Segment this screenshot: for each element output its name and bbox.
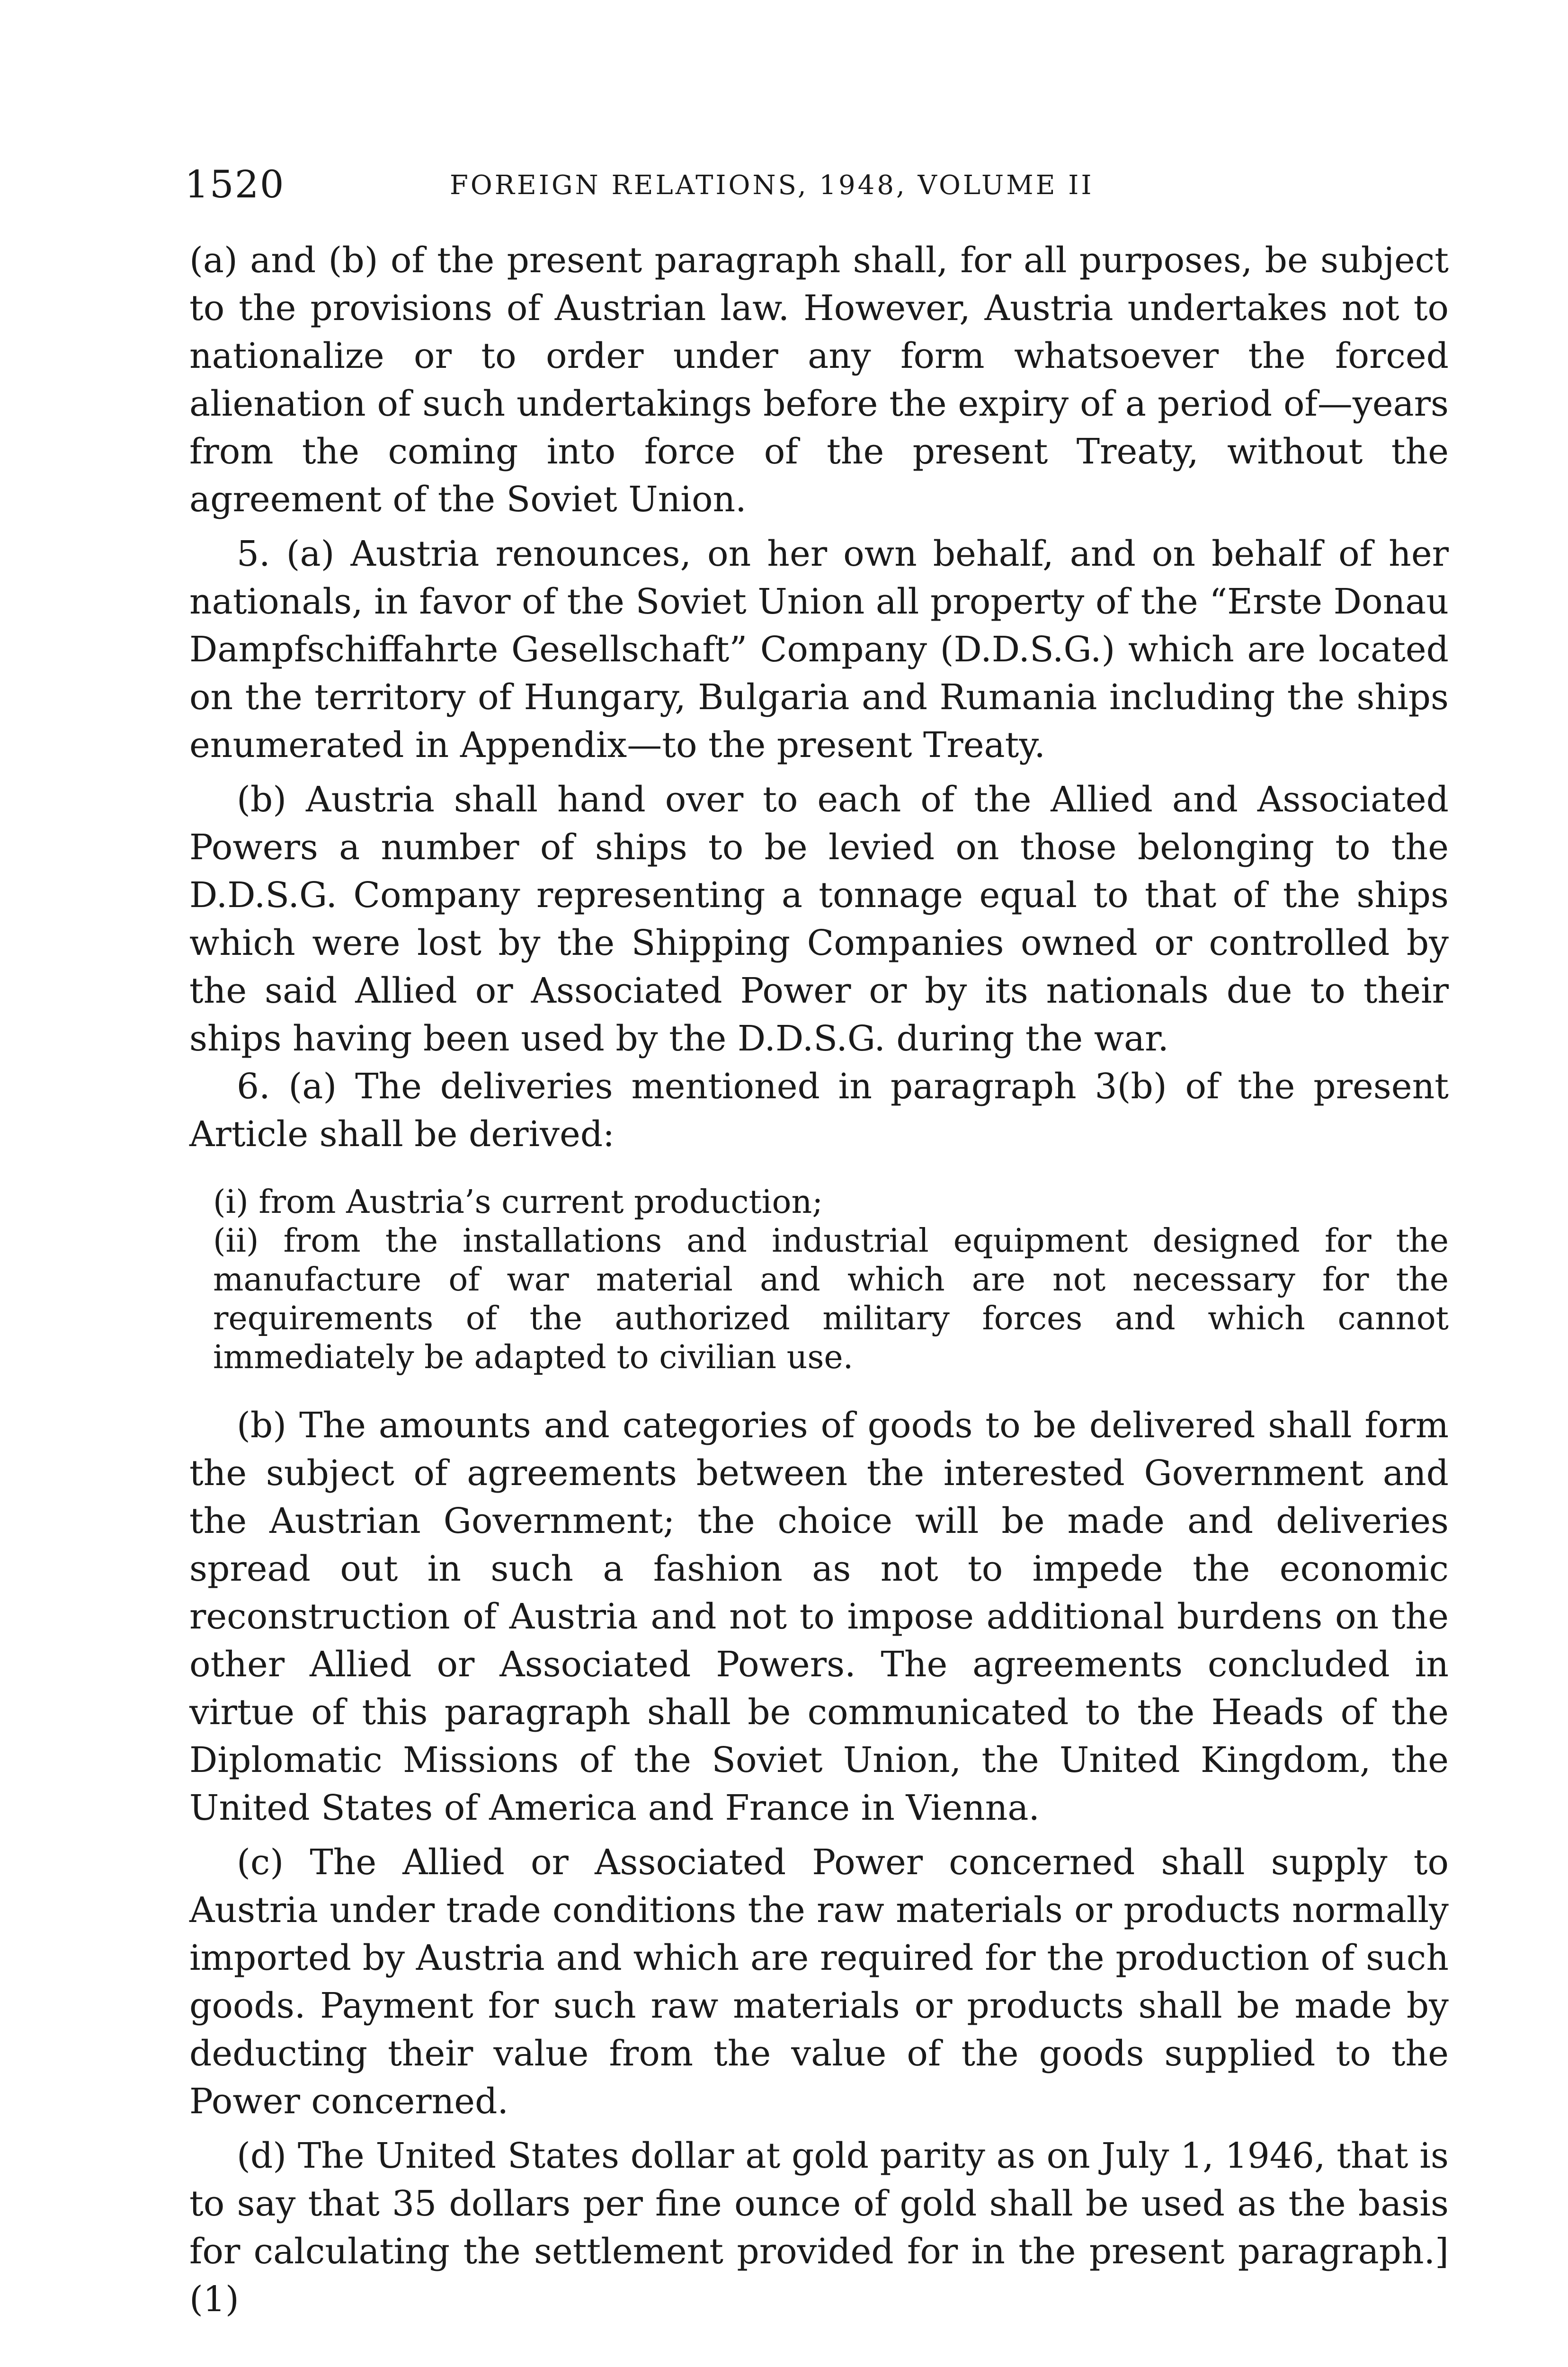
paragraph-5b: (b) Austria shall hand over to each of the Allied and Associated Powers a number of ships to be levied on those belonging to the D.D.S.G. Company representing a tonnage equal to that of the ships which were lost by the Shipping Companies owned or controlled by the said Allied or Associated Power or by its nationals due to their ships having been used by the D.D.S.G. during the war. — [189, 779, 1449, 1059]
paragraph-6c: (c) The Allied or Associated Power concerned shall supply to Austria under trade conditions the raw materials or products normally imported by Austria and which are required for the production of such goods. Payment for such raw materials or products shall be made by deducting their value from the value of the goods supplied to the Power concerned. — [189, 1842, 1449, 2122]
list-item-ii: (ii) from the installations and industrial equipment designed for the manufacture of war material and which are not necessary for the requirements of the authorized military forces and which cannot immediately be adapted to civilian use. — [213, 1222, 1449, 1376]
deliveries-list — [189, 1183, 1449, 1377]
list-item-i: (i) from Austria’s current production; — [213, 1184, 823, 1221]
page-header — [185, 156, 1453, 213]
page-number: 1520 — [185, 162, 285, 206]
paragraph-5a: 5. (a) Austria renounces, on her own behalf, and on behalf of her nationals, in favor of the Soviet Union all property of the “Erste Donau Dampfschiffahrte Gesellschaft” Company (D.D.S.G.) which are located on the territory of Hungary, Bulgaria and Rumania including the ships enumerated in Appendix—to the present Treaty. — [189, 534, 1449, 765]
body-text — [189, 237, 1449, 2323]
paragraph-6a: 6. (a) The deliveries mentioned in paragraph 3(b) of the present Article shall be derived: — [189, 1066, 1449, 1155]
paragraph-6d: (d) The United States dollar at gold parity as on July 1, 1946, that is to say that 35 dollars per fine ounce of gold shall be used as the basis for calculating the settlement provided for in the present paragraph.] (1) — [189, 2136, 1449, 2320]
paragraph-6b: (b) The amounts and categories of goods to be delivered shall form the subject of agreements between the interested Government and the Austrian Government; the choice will be made and deliveries spread out in such a fashion as not to impede the economic reconstruction of Austria and not to impose additional burdens on the other Allied or Associated Powers. The agreements concluded in virtue of this paragraph shall be communicated to the Heads of the Diplomatic Missions of the Soviet Union, the United Kingdom, the United States of America and France in Vienna. — [189, 1405, 1449, 1828]
paragraph-continuation: (a) and (b) of the present paragraph shall, for all purposes, be subject to the provisions of Austrian law. However, Austria undertakes not to nationalize or to order under any form whatsoever the forced alienation of such undertakings before the expiry of a period of—years from the coming into force of the present Treaty, without the agreement of the Soviet Union. — [189, 240, 1449, 520]
running-head: FOREIGN RELATIONS, 1948, VOLUME II — [450, 170, 1094, 201]
